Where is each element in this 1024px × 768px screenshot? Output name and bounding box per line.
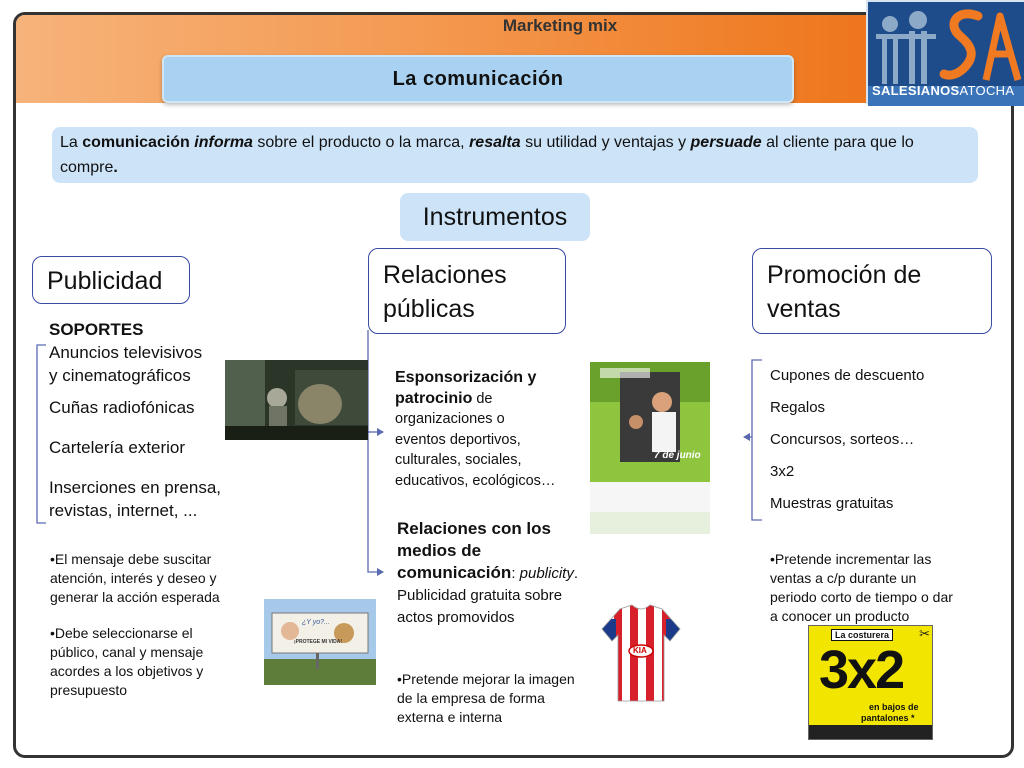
promocion-bullet: •Pretende incrementar las ventas a c/p durante un periodo corto de tiempo o dar a conocer un producto: [770, 551, 953, 624]
tv-ad-image: [225, 360, 368, 440]
promocion-item: Muestras gratuitas: [770, 495, 894, 512]
sponsorship-poster-image: [590, 362, 710, 534]
publicidad-box: Publicidad: [32, 256, 190, 304]
poster-date: 7 de junio: [654, 450, 701, 461]
soporte-item: Anuncios televisivos: [49, 343, 203, 362]
football-jersey-image: [600, 601, 682, 709]
publicidad-bullet-2: •Debe seleccionarse el público, canal y mensaje acordes a los objetivos y presupuesto: [50, 625, 204, 698]
billboard-text-2: ¡PROTEGE MI VIDA!: [294, 639, 343, 645]
medios-text: Relaciones con los medios de comunicación: publicity. Publicidad gratuita sobre actos promovidos: [397, 519, 579, 626]
soporte-item: Inserciones en prensa,: [49, 478, 221, 497]
soporte-item: revistas, internet, ...: [49, 501, 198, 520]
slide-title: Marketing mix: [502, 16, 618, 35]
relaciones-bullet: •Pretende mejorar la imagen de la empresa de forma externa e interna: [397, 671, 575, 725]
soporte-item: Cuñas radiofónicas: [49, 398, 195, 417]
promocion-item: Cupones de descuento: [770, 367, 925, 384]
esponsorizacion-text: Esponsorización y patrocinio de organizaciones o eventos deportivos, culturales, sociales, educativos, ecológicos…: [395, 369, 556, 489]
coupon-line-2: pantalones *: [861, 713, 915, 723]
billboard-image: [264, 599, 376, 685]
slide-subtitle: La comunicación: [162, 55, 794, 103]
jersey-sponsor-text: KIA: [633, 646, 647, 655]
promocion-item: Concursos, sorteos…: [770, 431, 915, 448]
coupon-brand: La costurera: [831, 629, 893, 641]
publicidad-bullet-1: •El mensaje debe suscitar atención, interés y deseo y generar la acción esperada: [50, 551, 220, 605]
soporte-item: y cinematográficos: [49, 366, 191, 385]
promocion-item: Regalos: [770, 399, 826, 416]
definition-box: La comunicación informa sobre el producto o la marca, resalta su utilidad y ventajas y persuade al cliente para que lo compre.: [52, 127, 978, 183]
instruments-label: Instrumentos: [400, 193, 590, 241]
soporte-item: Cartelería exterior: [49, 438, 186, 457]
soportes-title: SOPORTES: [49, 320, 144, 339]
promocion-item: 3x2: [770, 463, 795, 480]
billboard-text-1: ¿Y yo?...: [302, 619, 330, 626]
relaciones-publicas-box: Relaciones públicas: [368, 248, 566, 334]
logo-text: SALESIANOSATOCHA: [872, 83, 1015, 98]
scissors-icon: ✂: [919, 626, 930, 641]
coupon-3x2-image: [808, 625, 933, 740]
promocion-ventas-box: Promoción de ventas: [752, 248, 992, 334]
coupon-footer-bar: [809, 725, 932, 739]
coupon-line-1: en bajos de: [869, 702, 919, 712]
coupon-big-text: 3x2: [819, 640, 904, 700]
